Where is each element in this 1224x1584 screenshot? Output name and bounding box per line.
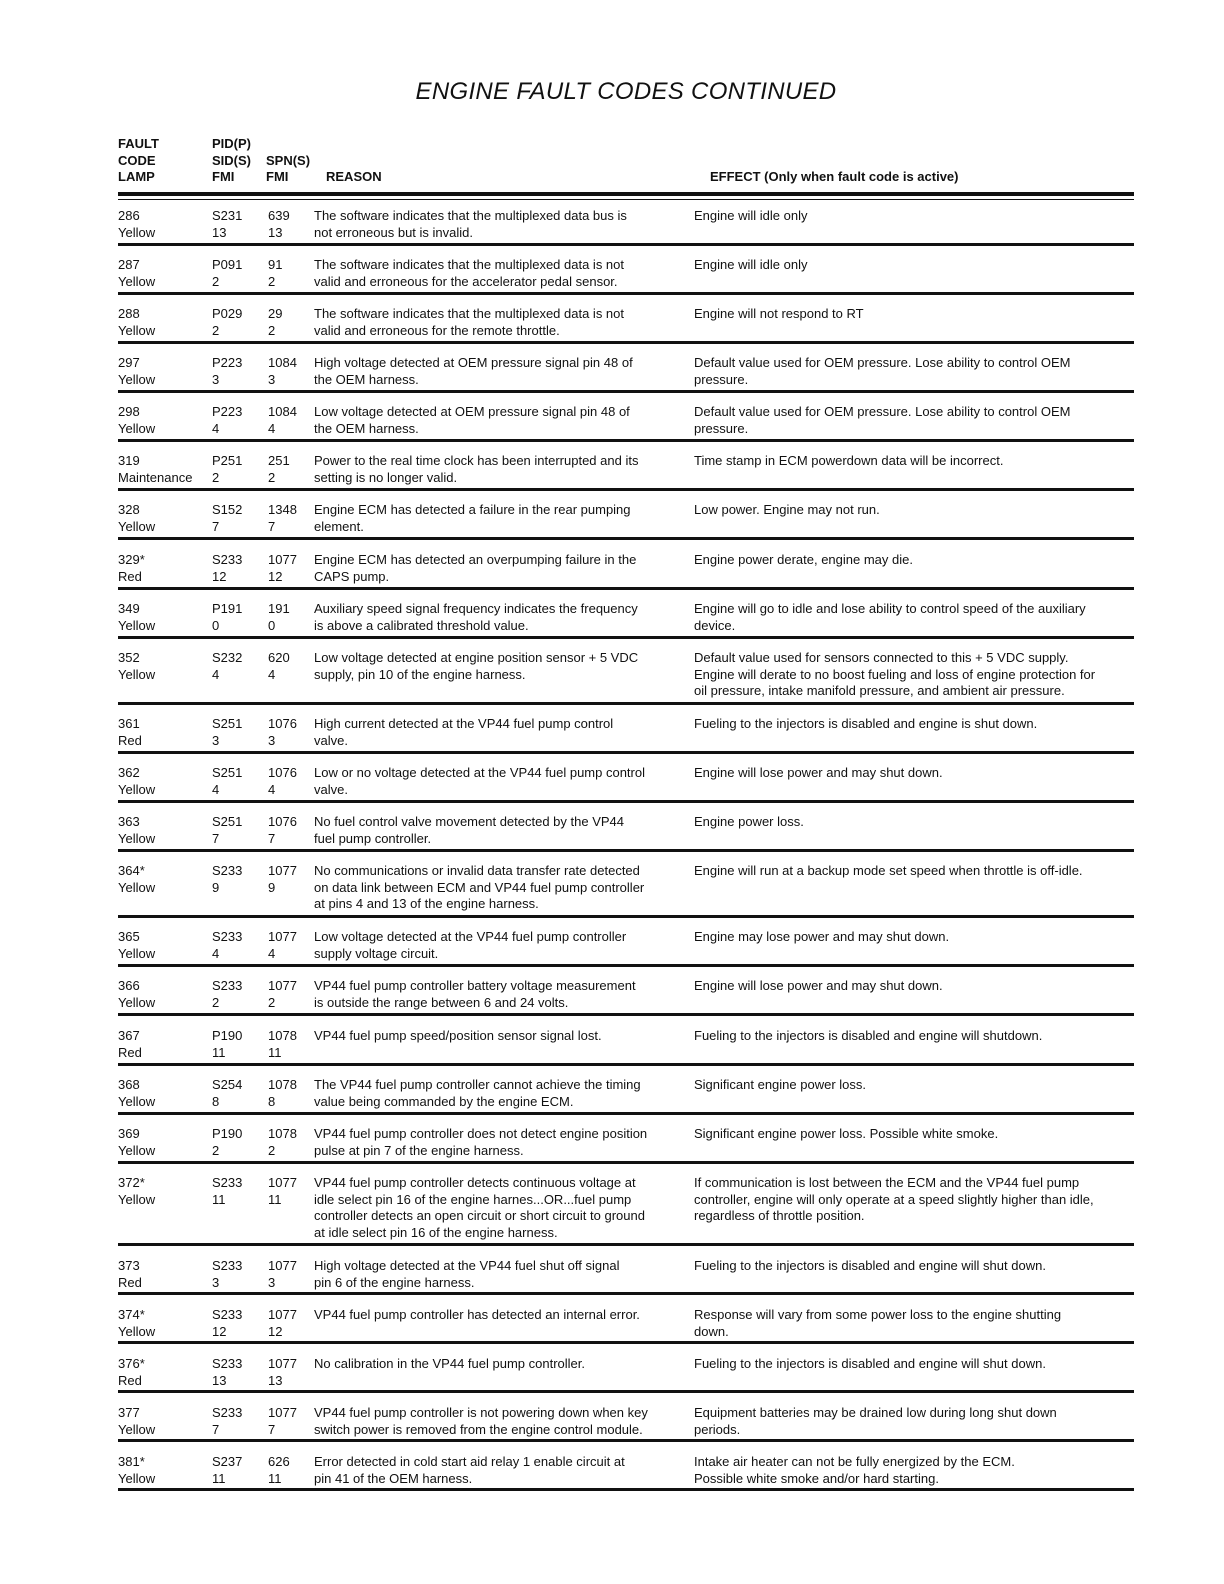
fault-code-cell: 288 Yellow	[118, 306, 156, 338]
fault-code-cell: 374* Yellow	[118, 1307, 156, 1339]
pid-sid-cell: S152 7	[212, 502, 243, 534]
row-divider	[118, 702, 1134, 705]
header-fault-code-lamp: FAULT CODE LAMP	[118, 136, 159, 184]
row-divider	[118, 1390, 1134, 1393]
row-divider	[118, 439, 1134, 442]
pid-sid-cell: P029 2	[212, 306, 243, 338]
spn-cell: 1077 3	[268, 1258, 297, 1290]
effect-cell: Engine will not respond to RT	[694, 306, 864, 321]
effect-cell: Engine power derate, engine may die.	[694, 552, 913, 567]
pid-sid-cell: S237 11	[212, 1454, 243, 1486]
reason-cell: VP44 fuel pump controller is not powering down when key switch power is removed from the engine control module.	[314, 1405, 648, 1437]
effect-cell: Intake air heater can not be fully energized by the ECM. Possible white smoke and/or hard starting.	[694, 1454, 1015, 1486]
reason-cell: VP44 fuel pump controller battery voltage measurement is outside the range between 6 and 24 volts.	[314, 978, 636, 1010]
fault-code-cell: 381* Yellow	[118, 1454, 156, 1486]
pid-sid-cell: P251 2	[212, 453, 243, 485]
header-rule	[118, 192, 1134, 196]
reason-cell: VP44 fuel pump controller has detected an internal error.	[314, 1307, 640, 1322]
effect-cell: Default value used for OEM pressure. Lose ability to control OEM pressure.	[694, 355, 1071, 387]
spn-cell: 251 2	[268, 453, 290, 485]
spn-cell: 1084 3	[268, 355, 297, 387]
reason-cell: High voltage detected at OEM pressure signal pin 48 of the OEM harness.	[314, 355, 633, 387]
reason-cell: No calibration in the VP44 fuel pump controller.	[314, 1356, 585, 1371]
row-divider	[118, 1488, 1134, 1491]
spn-cell: 1078 11	[268, 1028, 297, 1060]
row-divider	[118, 1013, 1134, 1016]
row-divider	[118, 1112, 1134, 1115]
reason-cell: Low voltage detected at OEM pressure signal pin 48 of the OEM harness.	[314, 404, 630, 436]
pid-sid-cell: S233 4	[212, 929, 243, 961]
spn-cell: 1076 7	[268, 814, 297, 846]
reason-cell: The software indicates that the multiplexed data bus is not erroneous but is invalid.	[314, 208, 627, 240]
row-divider	[118, 1439, 1134, 1442]
effect-cell: Equipment batteries may be drained low during long shut down periods.	[694, 1405, 1057, 1437]
pid-sid-cell: S251 3	[212, 716, 243, 748]
reason-cell: Error detected in cold start aid relay 1 enable circuit at pin 41 of the OEM harness.	[314, 1454, 625, 1486]
pid-sid-cell: S233 12	[212, 1307, 243, 1339]
spn-cell: 29 2	[268, 306, 283, 338]
reason-cell: Low voltage detected at the VP44 fuel pump controller supply voltage circuit.	[314, 929, 627, 961]
spn-cell: 91 2	[268, 257, 283, 289]
pid-sid-cell: S233 2	[212, 978, 243, 1010]
spn-cell: 1077 12	[268, 552, 297, 584]
fault-code-cell: 366 Yellow	[118, 978, 156, 1010]
effect-cell: Engine power loss.	[694, 814, 804, 829]
row-divider	[118, 964, 1134, 967]
fault-code-cell: 329* Red	[118, 552, 145, 584]
spn-cell: 626 11	[268, 1454, 290, 1486]
fault-code-cell: 297 Yellow	[118, 355, 156, 387]
spn-cell: 1077 12	[268, 1307, 297, 1339]
header-reason: REASON	[326, 169, 382, 184]
row-divider	[118, 1341, 1134, 1344]
effect-cell: Engine will lose power and may shut down.	[694, 765, 943, 780]
pid-sid-cell: P191 0	[212, 601, 243, 633]
pid-sid-cell: S254 8	[212, 1077, 243, 1109]
effect-cell: Default value used for sensors connected to this + 5 VDC supply. Engine will derate to no boost fueling and loss of engine protection for oil pressure, intake manifold pressure, and ambient air pressure.	[694, 650, 1096, 698]
spn-cell: 1076 4	[268, 765, 297, 797]
reason-cell: High voltage detected at the VP44 fuel shut off signal pin 6 of the engine harness.	[314, 1258, 620, 1290]
row-divider	[118, 243, 1134, 246]
effect-cell: If communication is lost between the ECM and the VP44 fuel pump controller, engine will only operate at a speed slightly higher than idle, regardless of throttle position.	[694, 1175, 1094, 1223]
fault-code-cell: 352 Yellow	[118, 650, 156, 682]
fault-code-cell: 364* Yellow	[118, 863, 156, 895]
spn-cell: 1077 9	[268, 863, 297, 895]
fault-code-cell: 376* Red	[118, 1356, 145, 1388]
fault-code-cell: 298 Yellow	[118, 404, 156, 436]
spn-cell: 639 13	[268, 208, 290, 240]
effect-cell: Fueling to the injectors is disabled and engine will shutdown.	[694, 1028, 1043, 1043]
spn-cell: 1077 2	[268, 978, 297, 1010]
fault-code-cell: 373 Red	[118, 1258, 142, 1290]
pid-sid-cell: S233 3	[212, 1258, 243, 1290]
spn-cell: 1077 13	[268, 1356, 297, 1388]
reason-cell: The VP44 fuel pump controller cannot achieve the timing value being commanded by the engine ECM.	[314, 1077, 641, 1109]
fault-code-cell: 362 Yellow	[118, 765, 156, 797]
pid-sid-cell: S233 9	[212, 863, 243, 895]
effect-cell: Fueling to the injectors is disabled and engine will shut down.	[694, 1356, 1046, 1371]
row-divider	[118, 1243, 1134, 1246]
reason-cell: Low or no voltage detected at the VP44 fuel pump control valve.	[314, 765, 645, 797]
effect-cell: Time stamp in ECM powerdown data will be incorrect.	[694, 453, 1004, 468]
pid-sid-cell: S233 12	[212, 552, 243, 584]
effect-cell: Default value used for OEM pressure. Lose ability to control OEM pressure.	[694, 404, 1071, 436]
fault-code-cell: 365 Yellow	[118, 929, 156, 961]
reason-cell: The software indicates that the multiplexed data is not valid and erroneous for the remote throttle.	[314, 306, 625, 338]
reason-cell: High current detected at the VP44 fuel pump control valve.	[314, 716, 614, 748]
spn-cell: 1077 11	[268, 1175, 297, 1207]
fault-code-cell: 287 Yellow	[118, 257, 156, 289]
effect-cell: Engine may lose power and may shut down.	[694, 929, 950, 944]
page-title: ENGINE FAULT CODES CONTINUED	[415, 78, 837, 105]
pid-sid-cell: P091 2	[212, 257, 243, 289]
row-divider	[118, 292, 1134, 295]
pid-sid-cell: P190 2	[212, 1126, 243, 1158]
fault-code-cell: 368 Yellow	[118, 1077, 156, 1109]
spn-cell: 1077 4	[268, 929, 297, 961]
table-header	[118, 136, 1134, 188]
reason-cell: No communications or invalid data transfer rate detected on data link between ECM and VP44 fuel pump controller at pins 4 and 13 of the engine harness.	[314, 863, 645, 911]
row-divider	[118, 390, 1134, 393]
effect-cell: Significant engine power loss.	[694, 1077, 866, 1092]
header-pid-sid-fmi: PID(P) SID(S) FMI	[212, 136, 251, 184]
row-divider	[118, 800, 1134, 803]
spn-cell: 1084 4	[268, 404, 297, 436]
fault-code-cell: 372* Yellow	[118, 1175, 156, 1207]
fault-code-cell: 377 Yellow	[118, 1405, 156, 1437]
effect-cell: Engine will run at a backup mode set speed when throttle is off-idle.	[694, 863, 1083, 878]
effect-cell: Fueling to the injectors is disabled and engine is shut down.	[694, 716, 1038, 731]
pid-sid-cell: P223 4	[212, 404, 243, 436]
row-divider	[118, 751, 1134, 754]
row-divider	[118, 537, 1134, 540]
fault-code-cell: 367 Red	[118, 1028, 142, 1060]
fault-code-cell: 349 Yellow	[118, 601, 156, 633]
row-divider	[118, 915, 1134, 918]
reason-cell: VP44 fuel pump controller does not detect engine position pulse at pin 7 of the engine harness.	[314, 1126, 648, 1158]
pid-sid-cell: S231 13	[212, 208, 243, 240]
effect-cell: Engine will idle only	[694, 208, 808, 223]
spn-cell: 1348 7	[268, 502, 297, 534]
row-divider	[118, 341, 1134, 344]
pid-sid-cell: S251 4	[212, 765, 243, 797]
pid-sid-cell: P190 11	[212, 1028, 243, 1060]
pid-sid-cell: S233 7	[212, 1405, 243, 1437]
spn-cell: 1076 3	[268, 716, 297, 748]
pid-sid-cell: S232 4	[212, 650, 243, 682]
effect-cell: Engine will idle only	[694, 257, 808, 272]
effect-cell: Engine will go to idle and lose ability to control speed of the auxiliary device.	[694, 601, 1086, 633]
spn-cell: 1078 2	[268, 1126, 297, 1158]
row-divider	[118, 587, 1134, 590]
row-divider	[118, 636, 1134, 639]
effect-cell: Significant engine power loss. Possible white smoke.	[694, 1126, 999, 1141]
reason-cell: No fuel control valve movement detected by the VP44 fuel pump controller.	[314, 814, 625, 846]
spn-cell: 191 0	[268, 601, 290, 633]
pid-sid-cell: P223 3	[212, 355, 243, 387]
row-divider	[118, 488, 1134, 491]
pid-sid-cell: S233 11	[212, 1175, 243, 1207]
pid-sid-cell: S233 13	[212, 1356, 243, 1388]
reason-cell: The software indicates that the multiplexed data is not valid and erroneous for the accelerator pedal sensor.	[314, 257, 625, 289]
reason-cell: Power to the real time clock has been interrupted and its setting is no longer valid.	[314, 453, 639, 485]
effect-cell: Engine will lose power and may shut down.	[694, 978, 943, 993]
fault-code-cell: 319 Maintenance	[118, 453, 193, 485]
row-divider	[118, 1292, 1134, 1295]
reason-cell: Low voltage detected at engine position sensor + 5 VDC supply, pin 10 of the engine harness.	[314, 650, 639, 682]
reason-cell: VP44 fuel pump speed/position sensor signal lost.	[314, 1028, 602, 1043]
header-spn-fmi: SPN(S) FMI	[266, 152, 311, 184]
spn-cell: 1077 7	[268, 1405, 297, 1437]
reason-cell: Auxiliary speed signal frequency indicates the frequency is above a calibrated threshold value.	[314, 601, 638, 633]
row-divider	[118, 1063, 1134, 1066]
header-rule-thin	[118, 199, 1134, 200]
spn-cell: 1078 8	[268, 1077, 297, 1109]
reason-cell: Engine ECM has detected an overpumping failure in the CAPS pump.	[314, 552, 637, 584]
pid-sid-cell: S251 7	[212, 814, 243, 846]
effect-cell: Low power. Engine may not run.	[694, 502, 880, 517]
fault-code-cell: 369 Yellow	[118, 1126, 156, 1158]
row-divider	[118, 1161, 1134, 1164]
fault-code-cell: 328 Yellow	[118, 502, 156, 534]
row-divider	[118, 849, 1134, 852]
effect-cell: Fueling to the injectors is disabled and engine will shut down.	[694, 1258, 1046, 1273]
fault-code-cell: 286 Yellow	[118, 208, 156, 240]
spn-cell: 620 4	[268, 650, 290, 682]
fault-code-cell: 361 Red	[118, 716, 142, 748]
fault-code-cell: 363 Yellow	[118, 814, 156, 846]
reason-cell: VP44 fuel pump controller detects continuous voltage at idle select pin 16 of the engine harnes...OR...fuel pump controller detects an open circuit or short circuit to ground at idle select pin 16 of the engine harness.	[314, 1175, 645, 1240]
effect-cell: Response will vary from some power loss to the engine shutting down.	[694, 1307, 1062, 1339]
header-effect: EFFECT (Only when fault code is active)	[710, 169, 959, 184]
reason-cell: Engine ECM has detected a failure in the rear pumping element.	[314, 502, 631, 534]
